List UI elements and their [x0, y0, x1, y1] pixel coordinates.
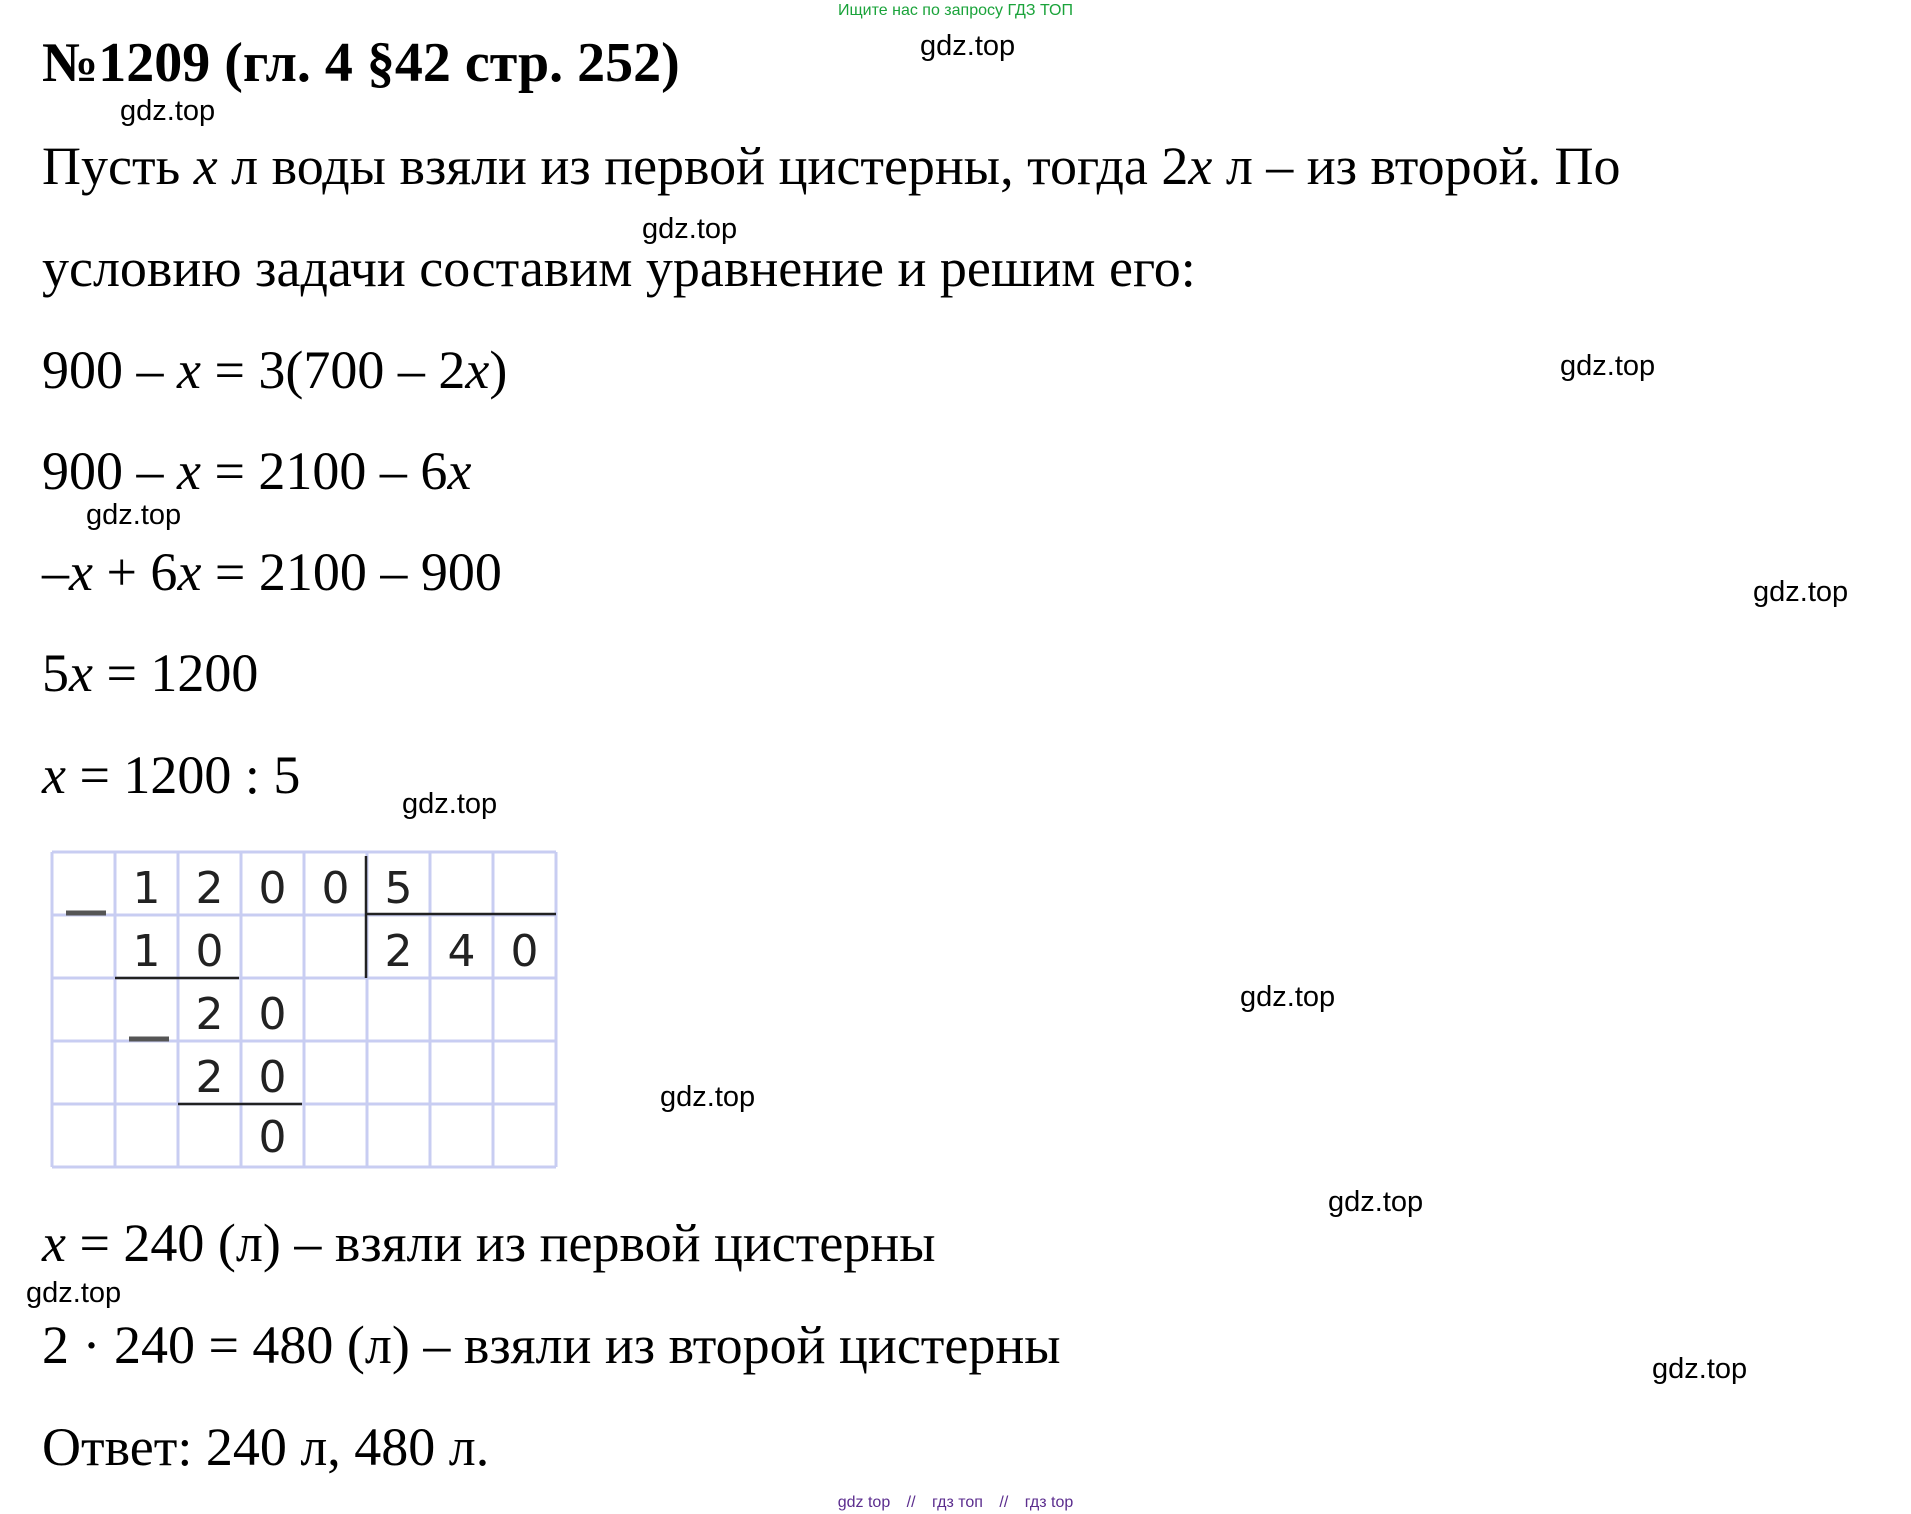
equation-1: 900 – x = 3(700 – 2x)	[42, 340, 508, 400]
result-line-1: x = 240 (л) – взяли из первой цистерны	[42, 1213, 936, 1273]
watermark: gdz.top	[1753, 576, 1849, 608]
watermark: gdz.top	[660, 1081, 756, 1113]
watermark: gdz.top	[920, 30, 1016, 62]
long-division	[42, 842, 562, 1172]
watermark: gdz.top	[642, 213, 738, 245]
remainder-digit: 0	[258, 1112, 287, 1163]
watermark: gdz.top	[1240, 981, 1336, 1013]
watermark: gdz.top	[26, 1277, 122, 1309]
equation-5: x = 1200 : 5	[42, 745, 301, 805]
footer-link[interactable]: гдз top	[1024, 1494, 1074, 1511]
quotient-digit: 4	[447, 926, 476, 977]
footer-links	[0, 1492, 1911, 1514]
footer-link[interactable]: gdz top	[837, 1494, 891, 1511]
intro-line-1: Пусть x л воды взяли из первой цистерны, тогда 2x л – из второй. По	[42, 136, 1621, 196]
equation-3: –x + 6x = 2100 – 900	[42, 542, 502, 602]
footer-separator: //	[906, 1494, 916, 1511]
divisor-digit: 5	[384, 863, 413, 914]
step3-digit: 2	[195, 1052, 224, 1103]
footer-link[interactable]: гдз топ	[932, 1494, 983, 1511]
intro-line-2: условию задачи составим уравнение и решим его:	[42, 238, 1196, 298]
dividend-digit: 0	[321, 863, 350, 914]
equation-4: 5x = 1200	[42, 643, 259, 703]
watermark: gdz.top	[86, 499, 182, 531]
dividend-digit: 0	[258, 863, 287, 914]
quotient-digit: 0	[510, 926, 539, 977]
step1-digit: 1	[132, 926, 161, 977]
watermark: gdz.top	[1560, 350, 1656, 382]
watermark: gdz.top	[402, 788, 498, 820]
step3-digit: 0	[258, 1052, 287, 1103]
watermark: gdz.top	[1328, 1186, 1424, 1218]
step1-digit: 0	[195, 926, 224, 977]
step2-digit: 0	[258, 989, 287, 1040]
quotient-digit: 2	[384, 926, 413, 977]
answer-line: Ответ: 240 л, 480 л.	[42, 1417, 490, 1477]
top-banner: Ищите нас по запросу ГДЗ ТОП	[838, 2, 1073, 19]
step2-digit: 2	[195, 989, 224, 1040]
dividend-digit: 2	[195, 863, 224, 914]
result-line-2: 2 · 240 = 480 (л) – взяли из второй цистерны	[42, 1315, 1061, 1375]
dividend-digit: 1	[132, 863, 161, 914]
footer-separator: //	[999, 1494, 1009, 1511]
watermark: gdz.top	[1652, 1353, 1748, 1385]
watermark: gdz.top	[120, 95, 216, 127]
equation-2: 900 – x = 2100 – 6x	[42, 441, 472, 501]
page-title: №1209 (гл. 4 §42 стр. 252)	[42, 32, 680, 94]
